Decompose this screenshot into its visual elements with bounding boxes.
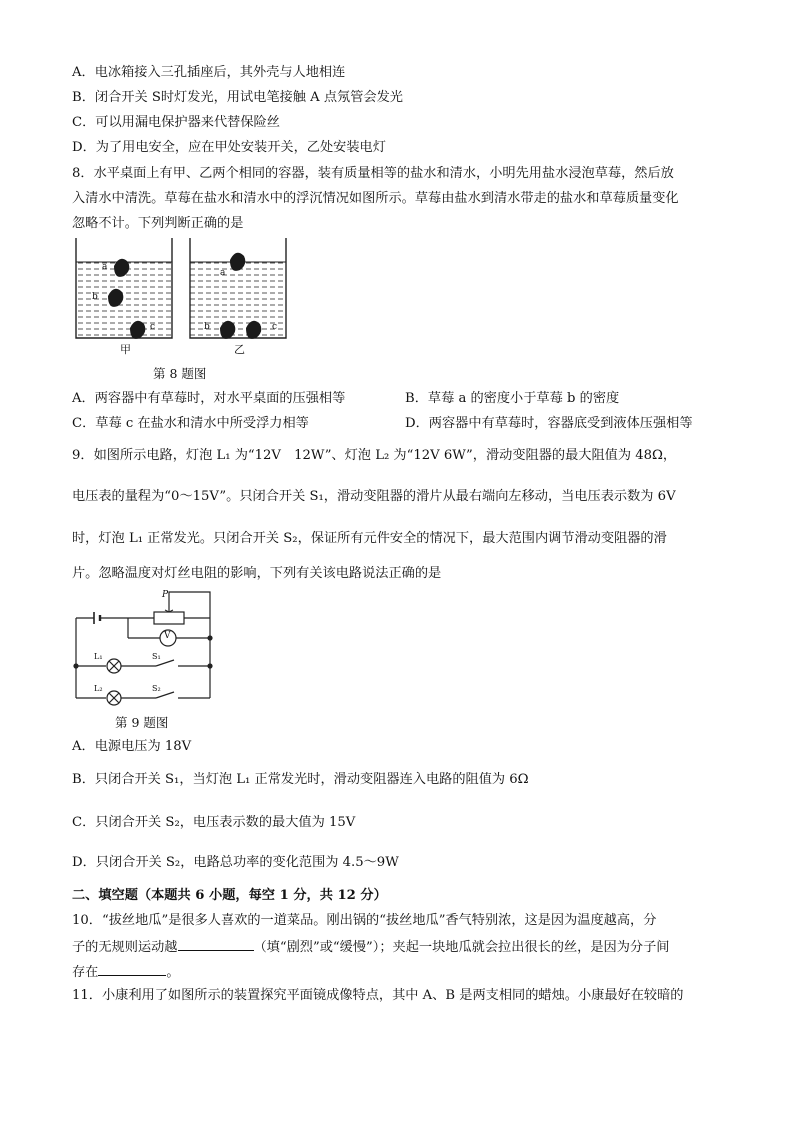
q9-option-c: C．只闭合开关 S₂，电压表示数的最大值为 15V [72, 815, 356, 830]
label-s1: S₁ [152, 652, 161, 661]
q9-option-a: A．电源电压为 18V [72, 739, 192, 754]
q8-figure [70, 236, 290, 356]
q10-line-1: 10．“拔丝地瓜”是很多人喜欢的一道菜品。刚出锅的“拔丝地瓜”香气特别浓，这是因为温度越高，分 [72, 913, 657, 928]
q10-line-3-part-a: 存在 [72, 965, 99, 980]
label-jia: 甲 [120, 343, 131, 356]
q10-blank-2[interactable] [98, 961, 166, 976]
q8-option-d: D．两容器中有草莓时，容器底受到液体压强相等 [405, 416, 693, 431]
q8-stem-line-1: 8．水平桌面上有甲、乙两个相同的容器，装有质量相等的盐水和清水，小明先用盐水浸泡草莓，然后放 [72, 166, 674, 181]
q10-line-3 [72, 961, 180, 983]
section-2-title: 二、填空题（本题共 6 小题，每空 1 分，共 12 分） [72, 888, 387, 903]
q7-option-c: C．可以用漏电保护器来代替保险丝 [72, 115, 280, 130]
container-jia [76, 238, 172, 339]
label-b-2: b [204, 322, 210, 332]
q8-figure-caption: 第 8 题图 [153, 366, 207, 381]
label-yi: 乙 [234, 343, 245, 356]
q9-option-b: B．只闭合开关 S₁，当灯泡 L₁ 正常发光时，滑动变阻器连入电路的阻值为 6Ω [72, 772, 529, 787]
q9-figure-caption: 第 9 题图 [115, 715, 169, 730]
label-v: V [164, 631, 171, 641]
q10-line-3-part-b: 。 [166, 965, 180, 980]
q9-stem-line-1: 9．如图所示电路，灯泡 L₁ 为“12V 12W”、灯泡 L₂ 为“12V 6W”，滑动变阻器的最大阻值为 48Ω， [72, 448, 677, 463]
label-a: a [102, 262, 108, 272]
q10-line-2-part-b: （填“剧烈”或“缓慢”）；夹起一块地瓜就会拉出很长的丝，是因为分子间 [253, 940, 670, 955]
q8-option-b: B．草莓 a 的密度小于草莓 b 的密度 [405, 391, 620, 406]
label-c: c [150, 322, 156, 332]
label-a-2: a [220, 268, 226, 278]
q8-option-a: A．两容器中有草莓时，对水平桌面的压强相等 [72, 391, 346, 406]
q8-stem-line-2: 入清水中清洗。草莓在盐水和清水中的浮沉情况如图所示。草莓由盐水到清水带走的盐水和草莓质量变化 [72, 191, 679, 206]
q9-stem-line-4: 片。忽略温度对灯丝电阻的影响，下列有关该电路说法正确的是 [72, 566, 442, 581]
q9-circuit-figure [70, 588, 220, 708]
q8-option-c: C．草莓 c 在盐水和清水中所受浮力相等 [72, 416, 309, 431]
q11-line-1: 11．小康利用了如图所示的装置探究平面镜成像特点，其中 A、B 是两支相同的蜡烛。小康最好在较暗的 [72, 988, 684, 1003]
label-c-2: c [272, 322, 278, 332]
q10-blank-1[interactable] [178, 936, 254, 951]
label-p: P [162, 590, 169, 600]
q10-line-2-part-a: 子的无规则运动越 [72, 940, 178, 955]
q9-option-d: D．只闭合开关 S₂，电路总功率的变化范围为 4.5～9W [72, 855, 399, 870]
q10-line-2 [72, 936, 670, 958]
q7-option-a: A．电冰箱接入三孔插座后，其外壳与人地相连 [72, 65, 346, 80]
label-l1: L₁ [94, 652, 103, 661]
q9-stem-line-3: 时，灯泡 L₁ 正常发光。只闭合开关 S₂，保证所有元件安全的情况下，最大范围内调节滑动变阻器的滑 [72, 531, 667, 546]
q8-stem-line-3: 忽略不计。下列判断正确的是 [72, 216, 244, 231]
q9-stem-line-2: 电压表的量程为“0～15V”。只闭合开关 S₁，滑动变阻器的滑片从最右端向左移动，当电压表示数为 6V [72, 489, 676, 504]
label-b: b [92, 292, 98, 302]
label-l2: L₂ [94, 684, 103, 693]
label-s2: S₂ [152, 684, 161, 693]
q7-option-b: B．闭合开关 S时灯发光，用试电笔接触 A 点氖管会发光 [72, 90, 403, 105]
q7-option-d: D．为了用电安全，应在甲处安装开关，乙处安装电灯 [72, 140, 386, 155]
